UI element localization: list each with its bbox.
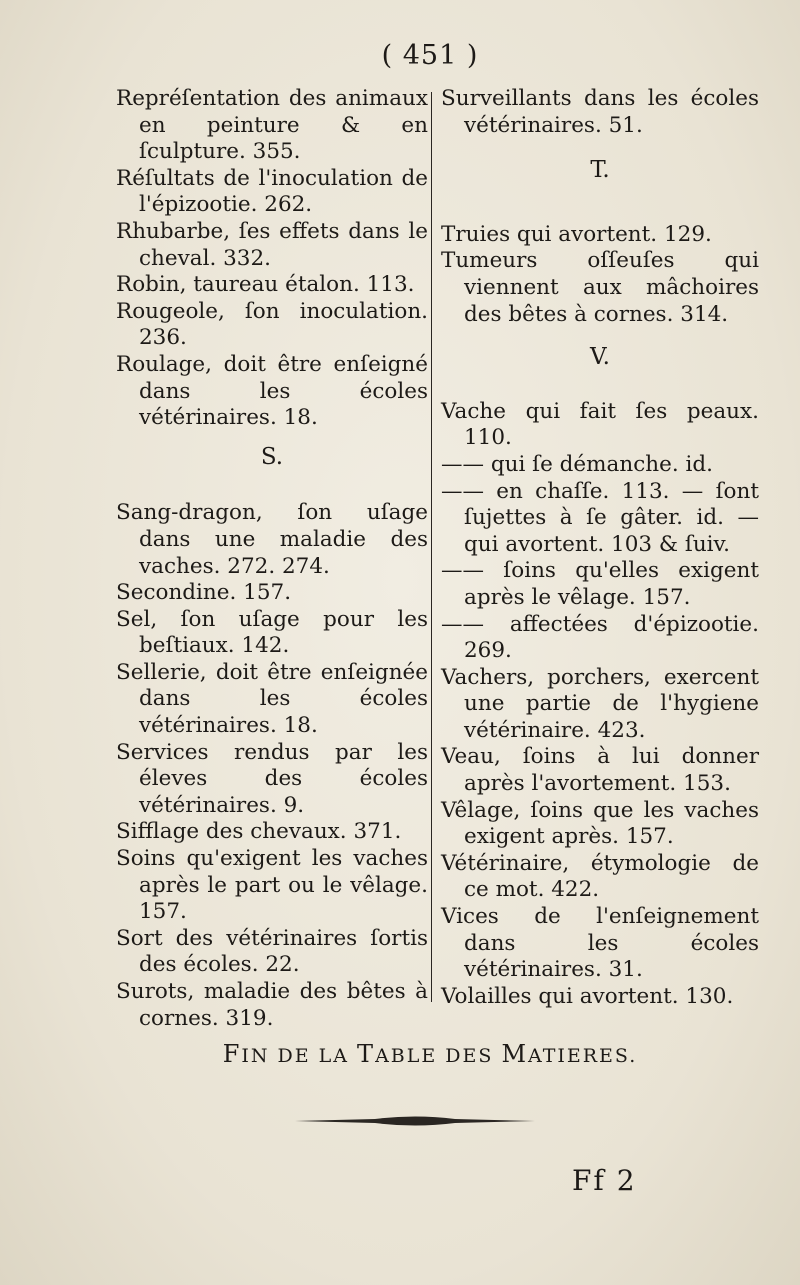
- index-entry: Sifflage des chevaux. 371.: [116, 819, 402, 845]
- index-entry: Secondine. 157.: [116, 580, 292, 606]
- entries-t: [441, 222, 759, 328]
- end-of-table-title: [0, 1040, 800, 1068]
- index-entry: Sort des vétérinaires ſortis des écoles. 22.: [116, 925, 428, 978]
- title-smallcaps: ABLE DES: [375, 1045, 502, 1067]
- index-entry: Services rendus par les éleves des écoles vétérinaires. 9.: [116, 739, 428, 818]
- title-smallcaps: IN DE LA: [241, 1045, 358, 1067]
- index-entry: Rhubarbe, ſes effets dans le cheval. 332.: [116, 218, 428, 271]
- section-letter-t: T.: [590, 157, 610, 184]
- title-initial: F: [222, 1040, 242, 1068]
- index-entry: Roulage, doit être enſeigné dans les écoles vétérinaires. 18.: [116, 351, 428, 431]
- index-entry: Réſultats de l'inoculation de l'épizootie. 262.: [116, 165, 428, 218]
- right-column: [441, 86, 759, 1010]
- index-entry: Robin, taureau étalon. 113.: [116, 272, 415, 298]
- entries-v: [441, 399, 759, 1011]
- section-letter-s: S.: [260, 443, 284, 470]
- index-entry: Repréſentation des animaux en peinture & en ſculpture. 355.: [116, 86, 428, 165]
- index-entry: Vachers, porchers, exercent une partie de l'hygiene vétérinaire. 423.: [441, 664, 759, 743]
- index-entry: —— qui ſe démanche. id.: [441, 451, 713, 477]
- entries-s: [116, 500, 428, 1032]
- index-entry: Surveillants dans les écoles vétérinaires. 51.: [441, 86, 759, 138]
- column-divider: [431, 92, 432, 1002]
- index-entry: —— ſoins qu'elles exigent après le vêlage. 157.: [441, 558, 759, 610]
- left-column: [116, 86, 428, 1032]
- entries-r: [116, 86, 428, 432]
- index-entry: Sel, ſon uſage pour les beſtiaux. 142.: [116, 606, 428, 659]
- section-letter-v: V.: [590, 344, 610, 371]
- index-entry: —— en chaſſe. 113. — ſont ſujettes à ſe gâter. id. — qui avortent. 103 & ſuiv.: [441, 478, 759, 557]
- title-initial: T: [357, 1040, 376, 1068]
- index-entry: Veau, ſoins à lui donner après l'avortement. 153.: [441, 744, 759, 797]
- ornament-rule: [295, 1114, 535, 1128]
- index-entry: Soins qu'exigent les vaches après le part ou le vêlage. 157.: [116, 846, 428, 925]
- index-entry: Surots, maladie des bêtes à cornes. 319.: [116, 979, 428, 1031]
- title-initial: M: [501, 1040, 529, 1068]
- index-entry: Volailles qui avortent. 130.: [441, 983, 734, 1009]
- index-entry: Vache qui fait ſes peaux. 110.: [441, 398, 759, 451]
- index-entry: Vices de l'enſeignement dans les écoles vétérinaires. 31.: [441, 904, 759, 983]
- index-entry: Vêlage, ſoins que les vaches exigent après. 157.: [441, 797, 759, 850]
- entries-s-continued: [441, 86, 759, 139]
- index-entry: Rougeole, ſon inoculation. 236.: [116, 298, 428, 351]
- index-entry: Sang-dragon, ſon uſage dans une maladie des vaches. 272. 274.: [116, 500, 428, 579]
- index-entry: —— affectées d'épizootie. 269.: [441, 611, 759, 664]
- index-entry: Truies qui avortent. 129.: [441, 221, 712, 247]
- index-entry: Sellerie, doit être enſeignée dans les écoles vétérinaires. 18.: [116, 659, 428, 739]
- title-smallcaps: ATIERES.: [528, 1045, 638, 1067]
- index-entry: Tumeurs oſſeuſes qui viennent aux mâchoires des bêtes à cornes. 314.: [441, 248, 759, 327]
- index-entry: Vétérinaire, étymologie de ce mot. 422.: [441, 850, 759, 903]
- signature-mark: Ff 2: [572, 1164, 637, 1197]
- page-number: ( 451 ): [381, 40, 479, 71]
